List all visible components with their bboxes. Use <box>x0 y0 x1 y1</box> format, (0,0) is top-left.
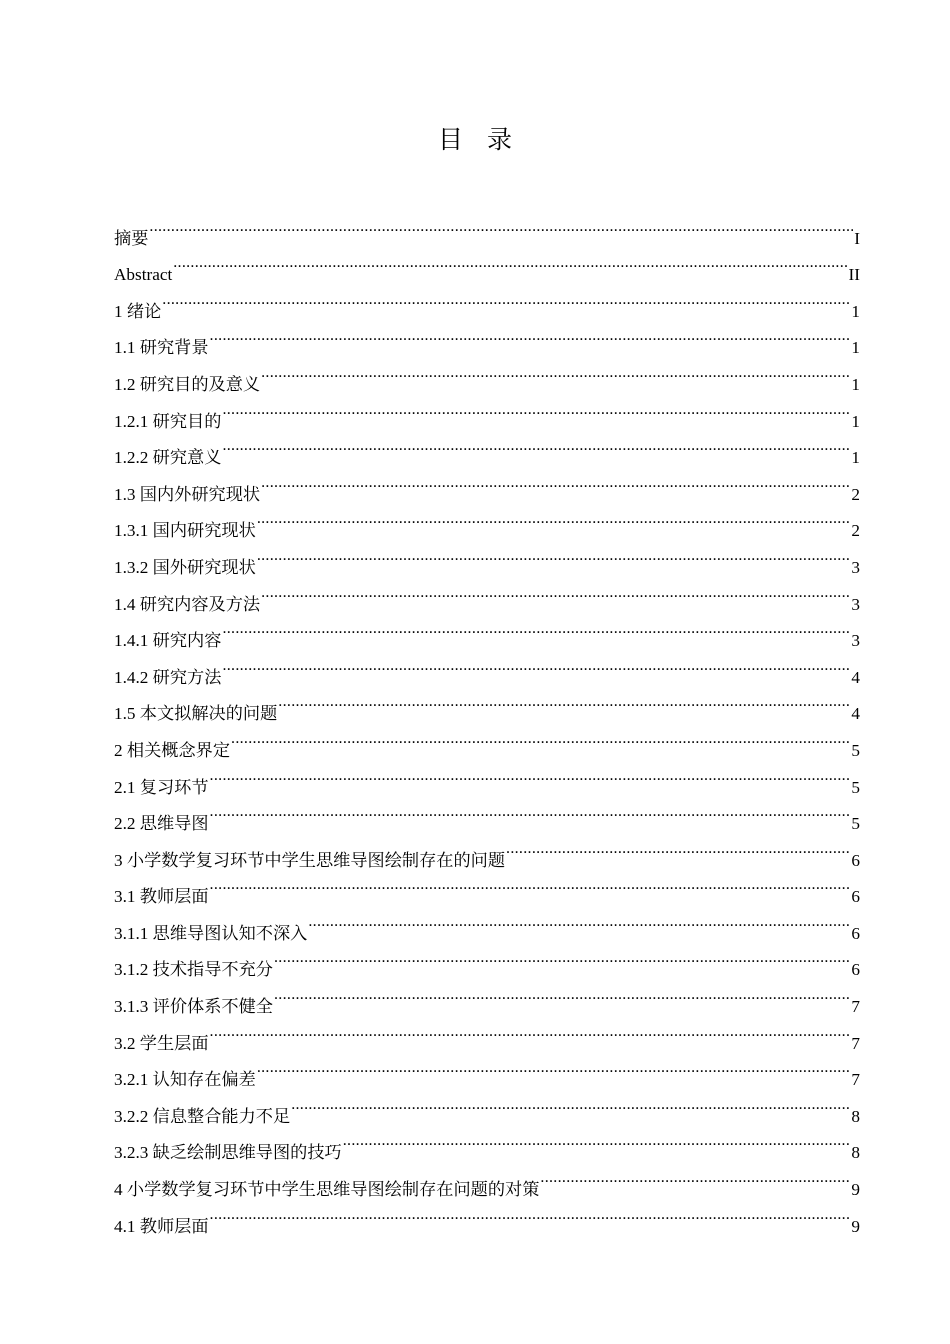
toc-entry[interactable] <box>114 1012 860 1053</box>
toc-dot-leader <box>149 207 853 244</box>
toc-dot-leader <box>257 1049 851 1086</box>
toc-entry-page-number: 6 <box>851 850 860 870</box>
toc-entry[interactable] <box>114 756 860 797</box>
toc-dot-leader <box>274 975 850 1012</box>
toc-title <box>0 122 950 158</box>
toc-entry[interactable] <box>114 866 860 907</box>
toc-entry-label: 1.1 研究背景 <box>114 338 209 358</box>
toc-entry-label: 3.2.1 认知存在偏差 <box>114 1070 256 1090</box>
toc-entry-page-number: 9 <box>851 1180 860 1200</box>
toc-dot-leader <box>308 902 850 939</box>
toc-entry-label: 1 绪论 <box>114 301 162 321</box>
toc-entry-page-number: 2 <box>851 521 860 541</box>
toc-entry-page-number: 1 <box>851 338 860 358</box>
toc-dot-leader <box>274 939 850 976</box>
toc-entry-page-number: 5 <box>851 777 860 797</box>
toc-dot-leader <box>210 1195 851 1232</box>
toc-entry-page-number: 7 <box>851 997 860 1017</box>
toc-entry-page-number: 8 <box>851 1143 860 1163</box>
toc-entry-page-number: 6 <box>851 960 860 980</box>
toc-entry[interactable] <box>114 902 860 943</box>
toc-entry[interactable] <box>114 829 860 870</box>
toc-entry-page-number: II <box>848 265 860 285</box>
toc-entry-label: 3.2.3 缺乏绘制思维导图的技巧 <box>114 1143 342 1163</box>
toc-entry[interactable] <box>114 793 860 834</box>
toc-entry[interactable] <box>114 683 860 724</box>
toc-entry-page-number: 1 <box>851 374 860 394</box>
toc-entry-label: 3.1.3 评价体系不健全 <box>114 997 273 1017</box>
toc-entry-label: 1.4.2 研究方法 <box>114 667 222 687</box>
toc-entry[interactable] <box>114 646 860 687</box>
toc-entry[interactable] <box>114 244 860 285</box>
toc-entry-page-number: 6 <box>851 887 860 907</box>
toc-entry-label: 摘要 <box>114 228 149 248</box>
toc-entry-label: 3 小学数学复习环节中学生思维导图绘制存在的问题 <box>114 850 506 870</box>
toc-dot-leader <box>210 866 851 903</box>
toc-entry-page-number: 1 <box>851 411 860 431</box>
toc-entry-page-number: 2 <box>851 484 860 504</box>
toc-entry-page-number: 6 <box>851 923 860 943</box>
toc-entry[interactable] <box>114 207 860 248</box>
toc-entry-label: 4.1 教师层面 <box>114 1216 209 1236</box>
toc-dot-leader <box>231 719 850 756</box>
toc-entry-label: 3.1.2 技术指导不充分 <box>114 960 273 980</box>
toc-dot-leader <box>257 500 851 537</box>
toc-dot-leader <box>343 1122 851 1159</box>
toc-entry-label: 1.2.1 研究目的 <box>114 411 222 431</box>
toc-entry[interactable] <box>114 317 860 358</box>
toc-entry-label: 1.2.2 研究意义 <box>114 448 222 468</box>
toc-entry-page-number: 1 <box>851 448 860 468</box>
toc-entry-page-number: I <box>854 228 860 248</box>
toc-entry[interactable] <box>114 610 860 651</box>
toc-entry-label: 1.3 国内外研究现状 <box>114 484 261 504</box>
toc-dot-leader <box>540 1158 850 1195</box>
toc-entry-label: 4 小学数学复习环节中学生思维导图绘制存在问题的对策 <box>114 1180 540 1200</box>
toc-title-part2: 录 <box>487 125 513 154</box>
toc-entry-page-number: 7 <box>851 1070 860 1090</box>
toc-entry-page-number: 5 <box>851 814 860 834</box>
toc-entry-label: Abstract <box>114 265 173 285</box>
toc-dot-leader <box>222 427 850 464</box>
toc-entry-page-number: 4 <box>851 704 860 724</box>
toc-entry-page-number: 7 <box>851 1033 860 1053</box>
toc-entry-label: 1.5 本文拟解决的问题 <box>114 704 278 724</box>
toc-dot-leader <box>257 536 851 573</box>
toc-dot-leader <box>210 793 851 830</box>
toc-dot-leader <box>506 829 850 866</box>
toc-entry-label: 2.1 复习环节 <box>114 777 209 797</box>
toc-entry[interactable] <box>114 353 860 394</box>
toc-dot-leader <box>210 756 851 793</box>
toc-entry-page-number: 5 <box>851 740 860 760</box>
toc-dot-leader <box>261 463 850 500</box>
toc-entry-label: 1.4 研究内容及方法 <box>114 594 261 614</box>
toc-dot-leader <box>210 317 851 354</box>
toc-dot-leader <box>222 390 850 427</box>
toc-dot-leader <box>261 573 850 610</box>
toc-entry-page-number: 3 <box>851 631 860 651</box>
toc-entry-label: 3.2 学生层面 <box>114 1033 209 1053</box>
toc-entry-label: 2 相关概念界定 <box>114 740 231 760</box>
toc-entry-page-number: 9 <box>851 1216 860 1236</box>
toc-entry[interactable] <box>114 390 860 431</box>
toc-dot-leader <box>291 1085 850 1122</box>
toc-dot-leader <box>278 683 850 720</box>
toc-entry-label: 1.4.1 研究内容 <box>114 631 222 651</box>
toc-entry[interactable] <box>114 427 860 468</box>
toc-entry-label: 1.3.2 国外研究现状 <box>114 557 256 577</box>
toc-entry-page-number: 4 <box>851 667 860 687</box>
toc-dot-leader <box>222 610 850 647</box>
toc-entry-label: 1.2 研究目的及意义 <box>114 374 261 394</box>
toc-entry-label: 3.1.1 思维导图认知不深入 <box>114 923 308 943</box>
toc-entry[interactable] <box>114 463 860 504</box>
toc-entry[interactable] <box>114 280 860 321</box>
toc-entry-page-number: 3 <box>851 557 860 577</box>
toc-dot-leader <box>173 244 847 281</box>
toc-entry-label: 3.1 教师层面 <box>114 887 209 907</box>
table-of-contents <box>114 207 860 1236</box>
toc-entry-label: 3.2.2 信息整合能力不足 <box>114 1106 291 1126</box>
toc-title-part1: 目 <box>437 125 463 154</box>
toc-dot-leader <box>222 646 850 683</box>
toc-entry-page-number: 8 <box>851 1106 860 1126</box>
toc-dot-leader <box>162 280 850 317</box>
toc-entry-page-number: 1 <box>851 301 860 321</box>
toc-dot-leader <box>210 1012 851 1049</box>
toc-entry[interactable] <box>114 1049 860 1090</box>
toc-entry-page-number: 3 <box>851 594 860 614</box>
toc-dot-leader <box>261 353 850 390</box>
toc-entry-label: 1.3.1 国内研究现状 <box>114 521 256 541</box>
toc-entry-label: 2.2 思维导图 <box>114 814 209 834</box>
toc-entry[interactable] <box>114 1195 860 1236</box>
